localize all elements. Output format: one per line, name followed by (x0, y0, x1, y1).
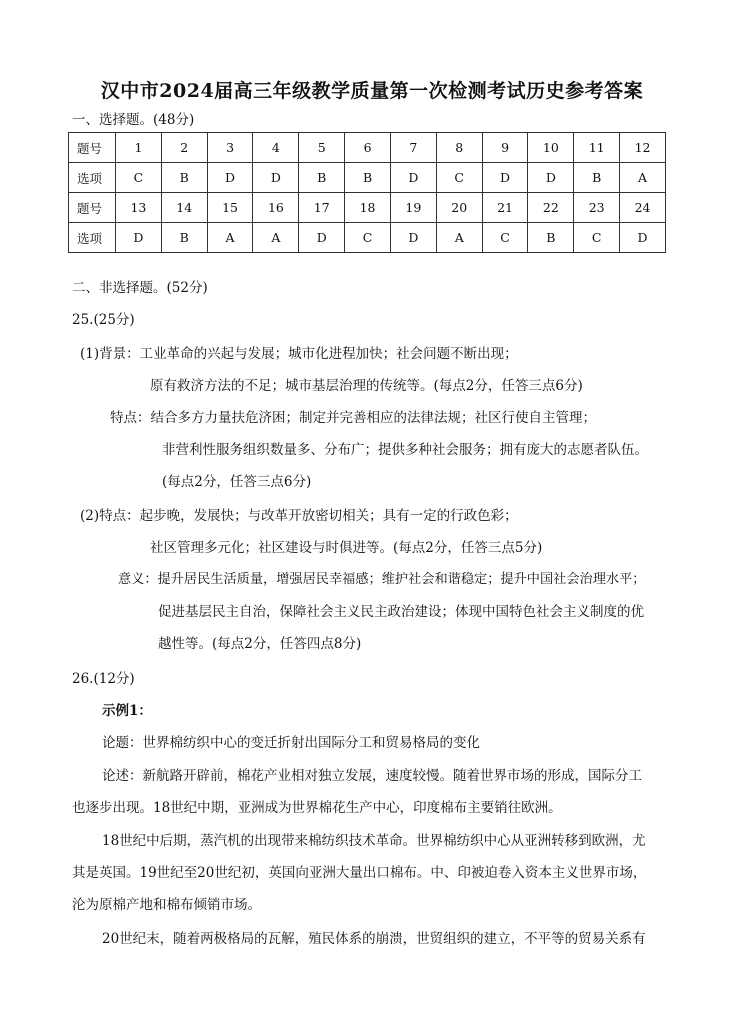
table-cell: 3 (207, 133, 253, 163)
table-cell: 15 (207, 193, 253, 223)
table-cell: B (345, 163, 391, 193)
table-cell: D (482, 163, 528, 193)
table-cell: 19 (390, 193, 436, 223)
q25-part2-features-line-2: 社区管理多元化；社区建设与时俱进等。(每点2分，任答三点5分) (150, 540, 543, 556)
table-cell: 10 (528, 133, 574, 163)
table-cell: 5 (299, 133, 345, 163)
table-cell: D (253, 163, 299, 193)
answer-table (68, 132, 666, 253)
table-cell: 9 (482, 133, 528, 163)
table-row-label: 选项 (69, 223, 116, 253)
table-cell: A (253, 223, 299, 253)
table-cell: 6 (345, 133, 391, 163)
q25-features-line-2: 非营利性服务组织数量多、分布广；提供多种社会服务；拥有庞大的志愿者队伍。 (162, 442, 648, 458)
table-row (69, 133, 666, 163)
table-cell: 16 (253, 193, 299, 223)
q26-thesis: 论题：世界棉纺织中心的变迁折射出国际分工和贸易格局的变化 (102, 735, 480, 751)
table-cell: 4 (253, 133, 299, 163)
table-cell: D (116, 223, 162, 253)
table-cell: C (345, 223, 391, 253)
table-row-label: 题号 (69, 193, 116, 223)
page-title: 汉中市2024届高三年级教学质量第一次检测考试历史参考答案 (100, 80, 644, 102)
q25-part2-features-line-1: (2)特点：起步晚，发展快；与改革开放密切相关；具有一定的行政色彩； (80, 508, 518, 524)
q26-example-label: 示例1： (102, 703, 152, 719)
table-cell: B (299, 163, 345, 193)
table-cell: 23 (574, 193, 620, 223)
table-cell: A (436, 223, 482, 253)
q25-significance-line-2: 促进基层民主自治，保障社会主义民主政治建设；体现中国特色社会主义制度的优 (158, 604, 644, 620)
q25-significance-line-3: 越性等。(每点2分，任答四点8分) (158, 636, 362, 652)
table-cell: B (161, 223, 207, 253)
table-cell: 13 (116, 193, 162, 223)
table-cell: D (207, 163, 253, 193)
table-cell: B (528, 223, 574, 253)
q26-argument-2-line-2: 其是英国。19世纪至20世纪初，英国向亚洲大量出口棉布。中、印被迫卷入资本主义世界市场， (72, 865, 647, 881)
q26-argument-3-line-1: 20世纪末，随着两极格局的瓦解，殖民体系的崩溃，世贸组织的建立，不平等的贸易关系有 (102, 931, 646, 947)
section-2-heading: 二、非选择题。(52分) (72, 280, 208, 296)
table-cell: D (620, 223, 666, 253)
q26-argument-2-line-3: 沦为原棉产地和棉布倾销市场。 (72, 897, 261, 913)
table-row (69, 223, 666, 253)
q25-features-line-3: (每点2分，任答三点6分) (162, 474, 312, 490)
table-cell: B (574, 163, 620, 193)
q26-argument-1-line-2: 也逐步出现。18世纪中期，亚洲成为世界棉花生产中心，印度棉布主要销往欧洲。 (72, 800, 562, 816)
table-cell: 2 (161, 133, 207, 163)
table-cell: 8 (436, 133, 482, 163)
q26-argument-1-line-1: 论述：新航路开辟前，棉花产业相对独立发展，速度较慢。随着世界市场的形成，国际分工 (102, 768, 642, 784)
table-cell: 17 (299, 193, 345, 223)
table-cell: C (116, 163, 162, 193)
table-cell: A (207, 223, 253, 253)
section-1-heading: 一、选择题。(48分) (72, 112, 195, 128)
table-cell: 12 (620, 133, 666, 163)
q25-features-line-1: 特点：结合多方力量扶危济困；制定并完善相应的法律法规；社区行使自主管理； (110, 410, 596, 426)
table-cell: D (299, 223, 345, 253)
table-cell: 21 (482, 193, 528, 223)
table-cell: 7 (390, 133, 436, 163)
table-row (69, 193, 666, 223)
table-cell: 22 (528, 193, 574, 223)
table-cell: 24 (620, 193, 666, 223)
table-cell: C (436, 163, 482, 193)
table-row-label: 题号 (69, 133, 116, 163)
table-cell: 18 (345, 193, 391, 223)
q26-argument-2-line-1: 18世纪中后期，蒸汽机的出现带来棉纺织技术革命。世界棉纺织中心从亚洲转移到欧洲，尤 (102, 833, 646, 849)
table-cell: B (161, 163, 207, 193)
table-cell: C (482, 223, 528, 253)
table-cell: 11 (574, 133, 620, 163)
table-cell: D (528, 163, 574, 193)
table-row (69, 163, 666, 193)
table-cell: D (390, 223, 436, 253)
table-row-label: 选项 (69, 163, 116, 193)
question-26-heading: 26.(12分) (72, 671, 135, 687)
question-25-heading: 25.(25分) (72, 312, 135, 328)
q25-background-line-2: 原有救济方法的不足；城市基层治理的传统等。(每点2分，任答三点6分) (150, 378, 583, 394)
table-cell: D (390, 163, 436, 193)
q25-significance-line-1: 意义：提升居民生活质量，增强居民幸福感；维护社会和谐稳定；提升中国社会治理水平； (118, 572, 646, 587)
table-cell: 14 (161, 193, 207, 223)
q25-background-line-1: (1)背景：工业革命的兴起与发展；城市化进程加快；社会问题不断出现； (80, 346, 518, 362)
table-cell: C (574, 223, 620, 253)
table-cell: A (620, 163, 666, 193)
table-cell: 20 (436, 193, 482, 223)
table-cell: 1 (116, 133, 162, 163)
